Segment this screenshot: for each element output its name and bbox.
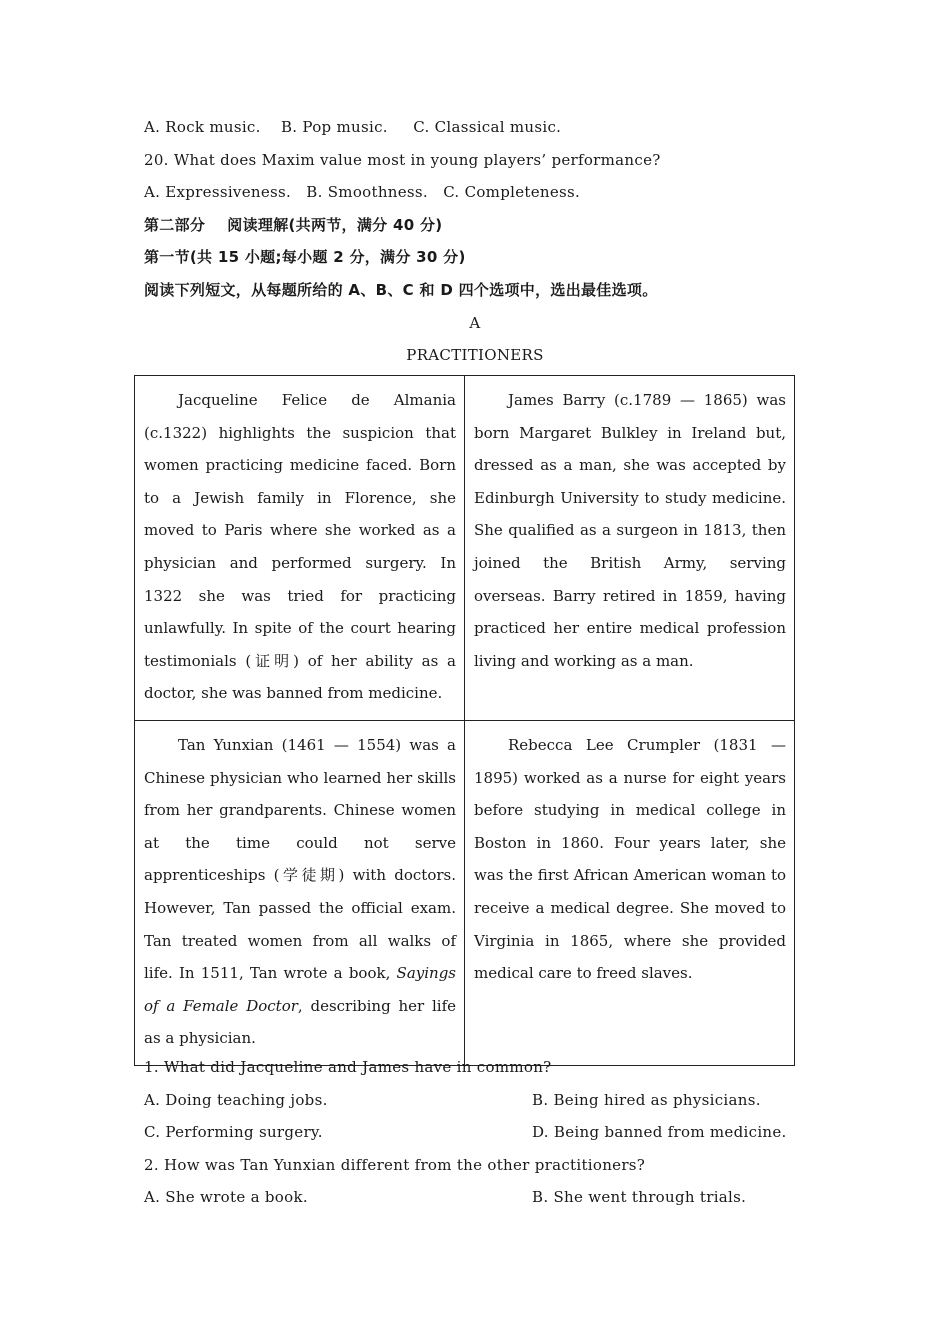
question-2-option-b: B. She went through trials. (532, 1188, 747, 1206)
cell-rebecca (465, 720, 795, 1065)
book-title: Sayings of a Female Doctor (144, 964, 456, 1015)
q19-options: A. Rock music. B. Pop music. C. Classical music. (144, 118, 562, 136)
cell-text: Jacqueline Felice de Almania (c.1322) highlights the suspicion that women practicing medicine faced. Born to a Jewish family in Florence, she moved to Paris where she worked as a physician and performed surgery. In 1322 she was tried for practicing unlawfully. In spite of the court hearing testimonials (证明) of her ability as a doctor, she was banned from medicine. (144, 391, 456, 703)
cell-text: , describing her life as a physician. (144, 996, 456, 1048)
subsection-title: 第一节(共 15 小题;每小题 2 分，满分 30 分) (144, 248, 466, 266)
passage-letter: A (469, 314, 481, 332)
cell-jacqueline (135, 376, 465, 721)
table-row (135, 376, 795, 721)
practitioners-table (134, 375, 795, 1066)
cell-tan (135, 720, 465, 1065)
question-1-option-c: C. Performing surgery. (144, 1123, 323, 1141)
cell-text: James Barry (c.1789 — 1865) was born Margaret Bulkley in Ireland but, dressed as a man, she was accepted by Edinburgh University to study medicine. She qualified as a surgeon in 1813, then joined the British Army, serving overseas. Barry retired in 1859, having practiced her entire medical profession living and working as a man. (474, 391, 786, 670)
question-1-option-a: A. Doing teaching jobs. (144, 1091, 328, 1109)
question-1-stem: 1. What did Jacqueline and James have in common? (144, 1058, 552, 1076)
q20-question: 20. What does Maxim value most in young players’ performance? (144, 151, 661, 169)
q20-options: A. Expressiveness. B. Smoothness. C. Completeness. (144, 183, 581, 201)
section-title: 第二部分 阅读理解(共两节，满分 40 分) (144, 216, 443, 234)
question-2-stem: 2. How was Tan Yunxian different from the other practitioners? (144, 1156, 646, 1174)
table-row (135, 720, 795, 1065)
instruction: 阅读下列短文，从每题所给的 A、B、C 和 D 四个选项中，选出最佳选项。 (144, 281, 658, 299)
cell-text: Tan Yunxian (1461 — 1554) was a Chinese physician who learned her skills from her grandparents. Chinese women at the time could not serve apprenticeships (学徒期) with doctors. However, Tan passed the official exam. Tan treated women from all walks of life. In 1511, Tan wrote a book, (144, 735, 456, 983)
question-2-option-a: A. She wrote a book. (144, 1188, 308, 1206)
passage-title: PRACTITIONERS (406, 346, 544, 364)
cell-james (465, 376, 795, 721)
cell-text: Rebecca Lee Crumpler (1831 — 1895) worked as a nurse for eight years before studying in medical college in Boston in 1860. Four years later, she was the first African American woman to receive a medical degree. She moved to Virginia in 1865, where she provided medical care to freed slaves. (474, 735, 786, 983)
question-1-option-b: B. Being hired as physicians. (532, 1091, 761, 1109)
question-1-option-d: D. Being banned from medicine. (532, 1123, 787, 1141)
